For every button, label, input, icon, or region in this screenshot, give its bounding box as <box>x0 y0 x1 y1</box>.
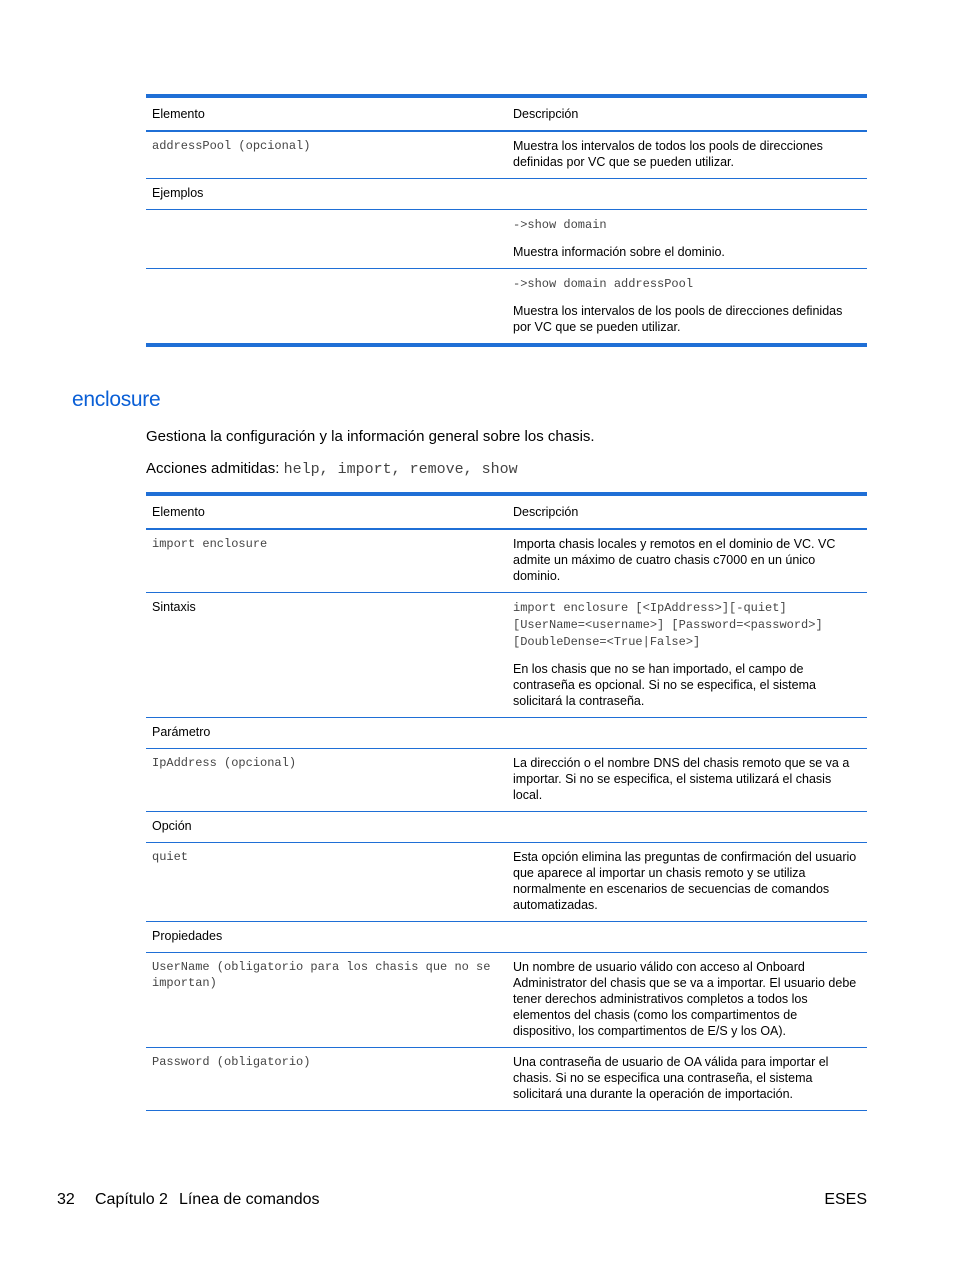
enclosure-table <box>146 492 867 1111</box>
locale-code: ESES <box>824 1191 867 1208</box>
table-row <box>146 529 867 593</box>
header-descripcion: Descripción <box>507 494 867 529</box>
actions-value: help, import, remove, show <box>283 461 518 478</box>
example-description: Muestra información sobre el dominio. <box>513 245 725 259</box>
section-intro: Gestiona la configuración y la información general sobre los chasis. <box>146 428 595 445</box>
description-cell: Importa chasis locales y remotos en el dominio de VC. VC admite un máximo de cuatro chasis c7000 en un único dominio. <box>507 529 867 593</box>
table-header-row <box>146 96 867 131</box>
example-command: ->show domain <box>513 218 607 232</box>
section-row <box>146 718 867 749</box>
table-row <box>146 953 867 1048</box>
description-cell: Esta opción elimina las preguntas de confirmación del usuario que aparece al importar un chasis remoto y se utiliza normalmente en escenarios de secuencias de comandos automatizadas. <box>507 843 867 922</box>
header-descripcion: Descripción <box>507 96 867 131</box>
chapter-title: Línea de comandos <box>178 1191 320 1208</box>
page-number: 32 <box>57 1191 75 1208</box>
example-cell <box>507 210 867 269</box>
supported-actions: Acciones admitidas: help, import, remove, show <box>146 460 518 478</box>
element-cell: quiet <box>146 843 507 922</box>
element-cell: addressPool (opcional) <box>146 131 507 179</box>
header-elemento: Elemento <box>146 494 507 529</box>
element-cell: IpAddress (opcional) <box>146 749 507 812</box>
element-cell: Password (obligatorio) <box>146 1048 507 1111</box>
syntax-row <box>146 593 867 718</box>
section-label: Propiedades <box>146 922 507 953</box>
table-row <box>146 749 867 812</box>
section-label: Ejemplos <box>146 179 507 210</box>
chapter-info <box>95 1191 319 1209</box>
actions-label: Acciones admitidas <box>146 460 276 477</box>
example-row <box>146 210 867 269</box>
element-cell: import enclosure <box>146 529 507 593</box>
description-cell: Un nombre de usuario válido con acceso al Onboard Administrator del chasis que se va a importar. El usuario debe tener derechos administrativos completos a todos los elementos del chasis (como los compartimentos de dispositivo, los compartimentos de E/S y los OA). <box>507 953 867 1048</box>
example-description: Muestra los intervalos de los pools de direcciones definidas por VC que se pueden utilizar. <box>513 304 843 334</box>
description-cell: Muestra los intervalos de todos los pools de direcciones definidas por VC que se pueden utilizar. <box>507 131 867 179</box>
example-row <box>146 269 867 346</box>
show-domain-table <box>146 94 867 347</box>
example-command: ->show domain addressPool <box>513 277 694 291</box>
syntax-cell <box>507 593 867 718</box>
section-label: Opción <box>146 812 507 843</box>
chapter-label: Capítulo 2 <box>95 1191 168 1208</box>
syntax-description: En los chasis que no se han importado, el campo de contraseña es opcional. Si no se especifica, el sistema solicitará la contraseña. <box>513 662 816 708</box>
section-row <box>146 922 867 953</box>
table-row <box>146 1048 867 1111</box>
description-cell: Una contraseña de usuario de OA válida para importar el chasis. Si no se especifica una contraseña, el sistema solicitará una durante la operación de importación. <box>507 1048 867 1111</box>
table-row <box>146 843 867 922</box>
table-header-row <box>146 494 867 529</box>
description-cell: La dirección o el nombre DNS del chasis remoto que se va a importar. Si no se especifica, el sistema utilizará el chasis local. <box>507 749 867 812</box>
section-label: Parámetro <box>146 718 507 749</box>
syntax-command: import enclosure [<IpAddress>][-quiet] [UserName=<username>] [Password=<password>] [DoubleDense=<True|False>] <box>513 601 823 649</box>
section-label: Sintaxis <box>146 593 507 718</box>
header-elemento: Elemento <box>146 96 507 131</box>
example-cell <box>507 269 867 346</box>
section-row <box>146 812 867 843</box>
section-row <box>146 179 867 210</box>
table-row <box>146 131 867 179</box>
element-cell: UserName (obligatorio para los chasis que no se importan) <box>146 953 507 1048</box>
section-title: enclosure <box>72 388 161 411</box>
